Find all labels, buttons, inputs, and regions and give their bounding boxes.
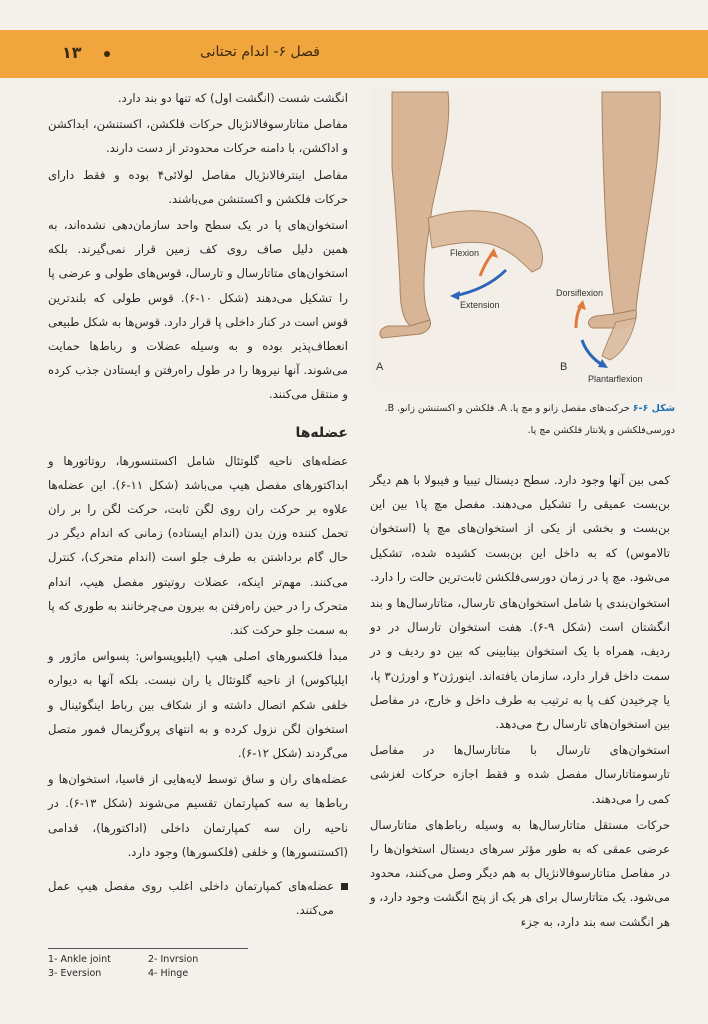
left-paragraph-4: استخوان‌های پا در یک سطح واحد سازمان‌دهی نشده‌اند، به همین دلیل صاف روی کف زمین قرار نمی‌گیرند. بلکه استخوان‌های متاتارسال و تارسال، قوس‌های طولی و عرضی پا را تشکیل می‌دهند (شکل ۱۰-۶). قوس طولی که بلندترین قوس است در کنار داخلی پا قرار دارد. قوس‌ها به شکل طبیعی انعطاف‌پذیر بوده و به وسیله عضلات و رباط‌ها حمایت می‌شوند. آنها نیروها را در طول راه‌رفتن و ایستادن جذب کرده و منتقل می‌کنند. (47, 218, 348, 402)
right-paragraph-2: استخوان‌بندی پا شامل استخوان‌های تارسال، متاتارسال‌ها و بند انگشتان است (شکل ۹-۶). هفت استخوان تارسال در دو ردیف، همراه با یک استخوان بینابینی که بین دو ردیف و در سمت داخل قرار دارد، سازمان یافته‌اند. اینورژن۲ و اورژن۳ پا، یا چرخیدن کف پا به ترتیب به طرف داخل و خارج، در مفاصل بین استخوان‌های تارسال رخ می‌دهد. (370, 596, 670, 732)
left-paragraph-7: عضله‌های ران و ساق توسط لایه‌هایی از فاسیا، استخوان‌ها و رباط‌ها به سه کمپارتمان تقسیم می‌شوند (شکل ۱۳-۶). در ناحیه ران سه کمپارتمان داخلی (اداکتورها)، قدامی (اکستنسورها) و خلفی (فلکسورها) وجود دارد. (48, 772, 349, 859)
left-paragraph-2: مفاصل متاتارسوفالانژیال حرکات فلکشن، اکستنشن، ابداکشن و اداکشن، با دامنه حرکات محدودتر از دست دارند. (48, 117, 348, 156)
right-column (370, 468, 670, 936)
figure-caption (370, 398, 675, 442)
footnote-2: 2- Invrsion (148, 954, 199, 965)
left-paragraph-1: انگشت شست (انگشت اول) که تنها دو بند دارد. (117, 91, 348, 105)
figure-label-a: A (376, 361, 384, 373)
extension-label: Extension (460, 300, 500, 310)
caption-text: حرکت‌های مفصل زانو و مچ پا. A. فلکشن و اکستنشن زانو. B. دورسی‌فلکشن و پلانتار فلکشن مچ پا. (384, 403, 675, 436)
header-dot (104, 51, 110, 57)
figure-label-b: B (560, 361, 568, 373)
bullet-item: عضله‌های کمپارتمان داخلی اغلب روی مفصل هیپ عمل می‌کنند. (48, 874, 348, 922)
page-header (0, 30, 708, 78)
dorsiflexion-label: Dorsiflexion (556, 288, 604, 298)
caption-label: شکل ۶-۶ (632, 403, 675, 414)
plantarflexion-label: Plantarflexion (588, 374, 643, 384)
right-paragraph-3: استخوان‌های تارسال با متاتارسال‌ها در مفاصل تارسومتاتارسال مفصل شده و فقط اجازه حرکات لغزشی کمی را می‌دهند. (370, 743, 670, 806)
figure-knee-ankle-movements (370, 88, 675, 390)
left-paragraph-3: مفاصل اینترفالانژیال مفاصل لولائی۴ بوده و فقط دارای حرکات فلکشن و اکستنشن می‌باشند. (48, 167, 348, 206)
left-paragraph-5: عضله‌های ناحیه گلوتئال شامل اکستنسورها، روتاتورها و ابداکتورهای مفصل هیپ می‌باشد (شکل ۱۱-۶). این عضله‌ها علاوه بر حرکت ران روی لگن ثابت، حرکت لگن را بر ران تحمل کننده وزن بدن (اندام ایستاده) زمانی که اندام دیگر در حال گام برداشتن به طرف جلو است (اندام متحرک)، کنترل می‌کنند. مهم‌تر اینکه، عضلات روتیتور مفصل هیپ، اندام متحرک را در حین راه‌رفتن به بیرون می‌چرخانند به طوری که پا به سمت جلو حرکت کند. (48, 453, 348, 638)
left-column (48, 86, 348, 923)
footnotes (48, 948, 248, 981)
page-number: ۱۳ (62, 43, 82, 62)
footnote-3: 3- Eversion (48, 968, 102, 979)
footnote-row (48, 967, 248, 981)
footnote-row (48, 953, 248, 967)
left-paragraph-6: مبدأ فلکسورهای اصلی هیپ (ایلیوپسواس: پسواس ماژور و ایلیاکوس) از ناحیه گلوتئال یا ران نیست. بلکه آنها به دیواره خلفی شکم اتصال داشته و از شکاف بین رباط اینگوئینال و استخوان لگن نزول کرده و به انتهای پروگزیمال فمور متصل می‌گردند (شکل ۱۲-۶). (48, 649, 348, 761)
figure-illustration (370, 88, 675, 390)
right-paragraph-1: کمی بین آنها وجود دارد. سطح دیستال تیبیا و فیبولا با هم دیگر بن‌بست عمیقی را تشکیل می‌دهند. مفصل مچ پا۱ بین این بن‌بست و بخشی از یکی از استخوان‌های مچ پا (استخوان تالاموس) که به داخل این بن‌بست کشیده شده، تشکیل می‌شود. مچ پا در زمان دورسی‌فلکشن ثابت‌ترین حالت را دارد. (370, 473, 670, 584)
footnote-4: 4- Hinge (148, 968, 189, 979)
chapter-title: فصل ۶- اندام تحتانی (199, 44, 320, 60)
footnote-1: 1- Ankle joint (48, 954, 111, 965)
section-heading: عضله‌ها (295, 424, 348, 441)
right-paragraph-4: حرکات مستقل متاتارسال‌ها به وسیله رباط‌های متاتارسال عرضی عمقی که به طور مؤثر سرهای دیستال استخوان‌ها را در مفاصل متاتارسوفالانژیال به هم دیگر وصل می‌کنند، محدود می‌شود. یک متاتارسال برای هر یک از پنج انگشت وجود دارد، و هر انگشت سه بند دارد، به جزء (370, 817, 670, 929)
flexion-label: Flexion (450, 248, 480, 258)
